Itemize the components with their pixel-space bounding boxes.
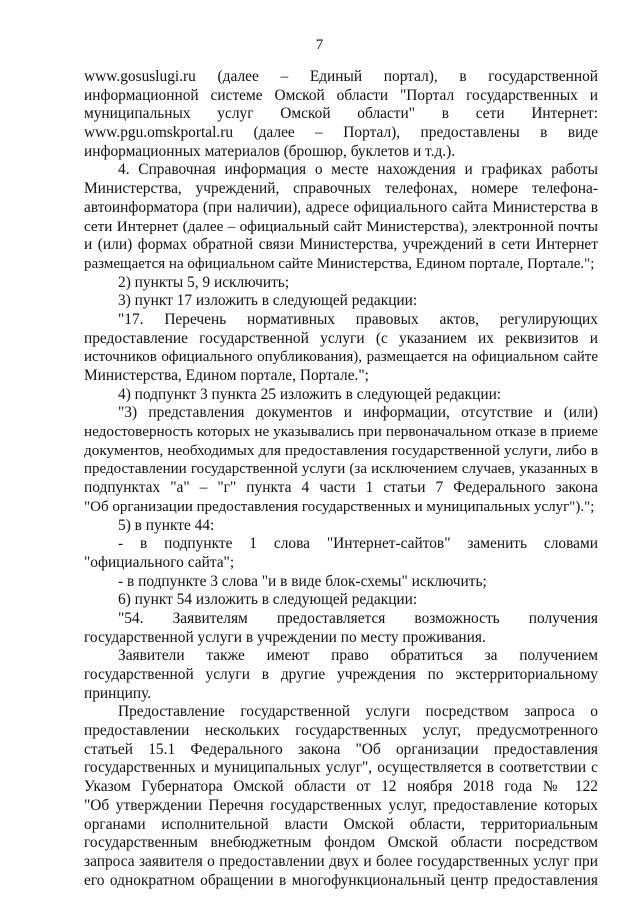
text-line: недостоверность которых не указывались при первоначальном отказе в приеме xyxy=(84,423,598,441)
text-line: принципу. xyxy=(84,684,152,702)
text-line: 3) пункт 17 изложить в следующей редакции: xyxy=(118,292,418,310)
text-line: Предоставление государственной услуги посредством запроса о xyxy=(118,703,598,721)
text-line: 2) пункты 5, 9 исключить; xyxy=(118,273,290,291)
text-line: 5) в пункте 44: xyxy=(118,516,215,534)
text-line: Министерства, Едином портале, Портале."; xyxy=(84,367,369,384)
document-body xyxy=(84,68,598,890)
text-line: запроса заявителя о предоставлении двух и более государственных услуг при xyxy=(84,852,598,870)
text-line: государственной услуги в учреждении по месту проживания. xyxy=(84,628,486,646)
text-line: "официального сайта"; xyxy=(84,553,235,571)
text-line: 6) пункт 54 изложить в следующей редакции: xyxy=(118,591,418,609)
text-line: информационной системе Омской области "Портал государственных и xyxy=(84,86,598,104)
text-line: его однократном обращении в многофункциональный центр предоставления xyxy=(84,871,598,889)
page-number: 7 xyxy=(315,37,324,53)
text-line: государственным внебюджетным фондом Омской области посредством xyxy=(84,834,598,852)
text-line: 4) подпункт 3 пункта 25 изложить в следующей редакции: xyxy=(118,385,502,403)
text-line: "Об организации предоставления государственных и муниципальных услуг")."; xyxy=(84,498,595,515)
text-line: - в подпункте 3 слова "и в виде блок-схемы" исключить; xyxy=(118,572,487,590)
text-line: и (или) формах обратной связи Министерства, учреждений в сети Интернет xyxy=(84,236,598,254)
text-line: статьей 15.1 Федерального закона "Об организации предоставления xyxy=(84,740,598,758)
text-line: подпунктах "а" – "г" пункта 4 части 1 статьи 7 Федерального закона xyxy=(84,479,598,497)
text-line: предоставлении государственной услуги (за исключением случаев, указанных в xyxy=(84,461,598,478)
text-line: "Об утверждении Перечня государственных услуг, предоставление которых xyxy=(84,796,598,814)
text-line: Заявители также имеют право обратиться за получением xyxy=(118,647,598,665)
text-line: органами исполнительной власти Омской области, территориальным xyxy=(84,815,598,833)
text-line: "3) представления документов и информации, отсутствие и (или) xyxy=(118,404,598,422)
text-line: предоставлении нескольких государственных услуг, предусмотренного xyxy=(84,722,598,740)
text-line: предоставление государственной услуги (с указанием их реквизитов и xyxy=(84,329,598,347)
text-line: информационных материалов (брошюр, буклетов и т.д.). xyxy=(84,142,456,160)
text-line: источников официального опубликования), размещается на официальном сайте xyxy=(84,349,598,366)
text-line: государственных и муниципальных услуг", осуществляется в соответствии с xyxy=(84,759,598,777)
text-line: "17. Перечень нормативных правовых актов, регулирующих xyxy=(118,310,598,328)
text-line: www.gosuslugi.ru (далее – Единый портал), в государственной xyxy=(84,68,598,85)
text-line: государственной услуги в другие учреждения по экстерриториальному xyxy=(84,666,598,683)
text-line: Министерства, учреждений, справочных телефонах, номере телефона- xyxy=(84,180,598,198)
text-line: автоинформатора (при наличии), адресе официального сайта Министерства в xyxy=(84,198,598,216)
text-line: размещается на официальном сайте Министерства, Едином портале, Портале."; xyxy=(84,255,595,272)
text-line: Указом Губернатора Омской области от 12 ноября 2018 года № 122 xyxy=(84,778,598,796)
text-line: - в подпункте 1 слова "Интернет-сайтов" заменить словами xyxy=(118,535,598,553)
text-line: сети Интернет (далее – официальный сайт Министерства), электронной почты xyxy=(84,217,598,235)
text-line: муниципальных услуг Омской области" в сети Интернет: xyxy=(84,105,598,123)
text-line: 4. Справочная информация о месте нахождения и графиках работы xyxy=(118,161,598,179)
text-line: документов, необходимых для предоставления государственной услуги, либо в xyxy=(84,441,598,459)
text-line: "54. Заявителям предоставляется возможность получения xyxy=(118,609,598,627)
text-line: www.pgu.omskportal.ru (далее – Портал), предоставлены в виде xyxy=(84,124,598,142)
